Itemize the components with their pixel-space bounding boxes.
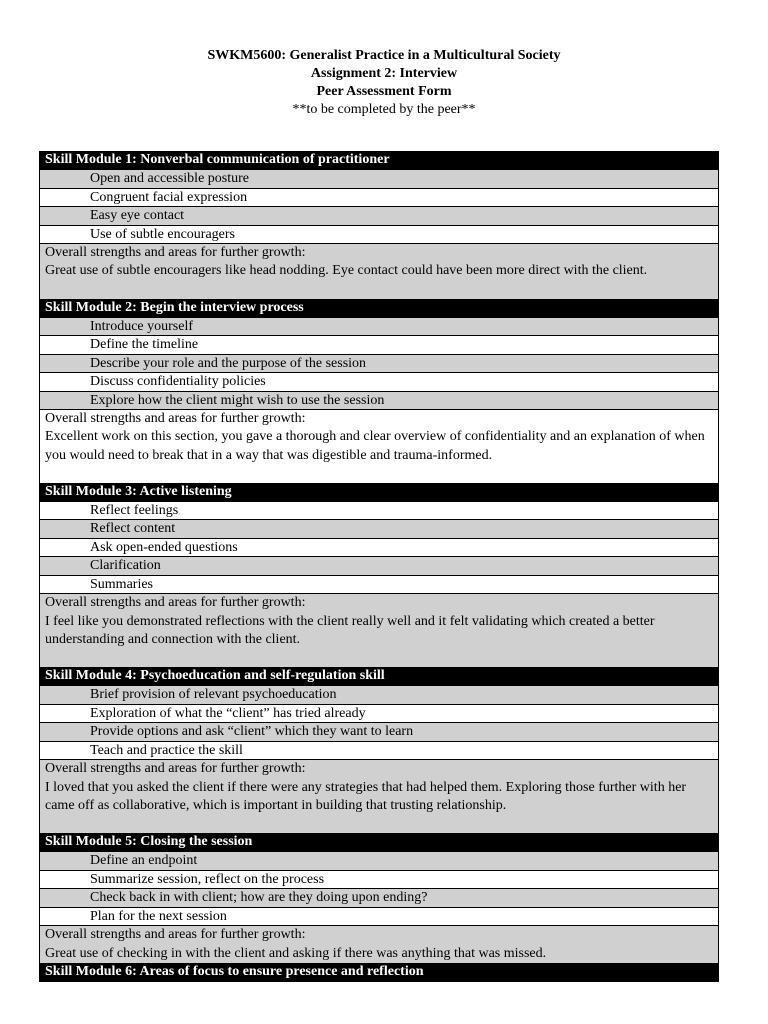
course-title: SWKM5600: Generalist Practice in a Multicultural Society: [207, 48, 561, 63]
skill-item: Ask open-ended questions: [40, 538, 718, 557]
summary-label: Overall strengths and areas for further growth:: [45, 761, 306, 777]
skill-item: Define the timeline: [40, 335, 718, 354]
skill-item: Check back in with client; how are they doing upon ending?: [40, 888, 718, 907]
module-heading: Skill Module 3: Active listening: [40, 483, 718, 501]
summary-text: Excellent work on this section, you gave a thorough and clear overview of confidentiality and an explanation of when you would need to break that in a way that was digestible and trauma-informed.: [45, 429, 705, 463]
form-title: Peer Assessment Form: [316, 84, 452, 99]
skill-item: Congruent facial expression: [40, 188, 718, 207]
skill-module-4: [40, 667, 718, 833]
module-heading: Skill Module 4: Psychoeducation and self-regulation skill: [40, 667, 718, 685]
skill-module-2: [40, 299, 718, 483]
skill-item: Exploration of what the “client” has tried already: [40, 704, 718, 723]
skill-item: Reflect content: [40, 519, 718, 538]
blank-line: [45, 465, 713, 483]
module-summary: [40, 925, 718, 963]
blank-line: [45, 649, 713, 667]
module-summary: [40, 759, 718, 833]
skill-item: Summarize session, reflect on the process: [40, 870, 718, 889]
summary-text: Great use of subtle encouragers like head nodding. Eye contact could have been more direct with the client.: [45, 263, 648, 279]
skill-item: Easy eye contact: [40, 206, 718, 225]
assessment-form: [39, 151, 719, 982]
skill-module-1: [40, 151, 718, 299]
skill-module-3: [40, 483, 718, 667]
summary-label: Overall strengths and areas for further growth:: [45, 927, 306, 943]
summary-label: Overall strengths and areas for further growth:: [45, 595, 306, 611]
module-summary: [40, 409, 718, 483]
skill-item: Discuss confidentiality policies: [40, 372, 718, 391]
module-heading: Skill Module 2: Begin the interview process: [40, 299, 718, 317]
skill-item: Use of subtle encouragers: [40, 225, 718, 244]
document-header: [0, 47, 768, 119]
skill-item: Open and accessible posture: [40, 169, 718, 188]
module-heading: Skill Module 6: Areas of focus to ensure presence and reflection: [40, 963, 718, 981]
skill-module-5: [40, 833, 718, 963]
summary-label: Overall strengths and areas for further growth:: [45, 411, 306, 427]
blank-line: [45, 281, 713, 299]
skill-item: Describe your role and the purpose of the session: [40, 354, 718, 373]
summary-text: I loved that you asked the client if there were any strategies that had helped them. Exploring those further with her came off as collaborative, which is important in building that trusting relationship.: [45, 779, 687, 813]
module-summary: [40, 243, 718, 299]
summary-text: Great use of checking in with the client and asking if there was anything that was missed.: [45, 945, 547, 961]
summary-label: Overall strengths and areas for further growth:: [45, 245, 306, 260]
skill-item: Clarification: [40, 556, 718, 575]
module-heading: Skill Module 1: Nonverbal communication of practitioner: [40, 151, 718, 169]
skill-item: Summaries: [40, 575, 718, 594]
skill-item: Reflect feelings: [40, 501, 718, 520]
skill-item: Introduce yourself: [40, 317, 718, 336]
skill-item: Explore how the client might wish to use the session: [40, 391, 718, 410]
skill-module-6: [40, 963, 718, 981]
summary-text: I feel like you demonstrated reflections with the client really well and it felt validating which created a better understanding and connection with the client.: [45, 613, 655, 648]
skill-item: Define an endpoint: [40, 851, 718, 870]
module-summary: [40, 593, 718, 667]
skill-item: Brief provision of relevant psychoeducation: [40, 685, 718, 704]
completion-note: **to be completed by the peer**: [292, 102, 476, 117]
module-heading: Skill Module 5: Closing the session: [40, 833, 718, 851]
blank-line: [45, 815, 713, 833]
skill-item: Teach and practice the skill: [40, 741, 718, 760]
skill-item: Plan for the next session: [40, 907, 718, 926]
skill-item: Provide options and ask “client” which they want to learn: [40, 722, 718, 741]
assignment-title: Assignment 2: Interview: [310, 66, 458, 81]
